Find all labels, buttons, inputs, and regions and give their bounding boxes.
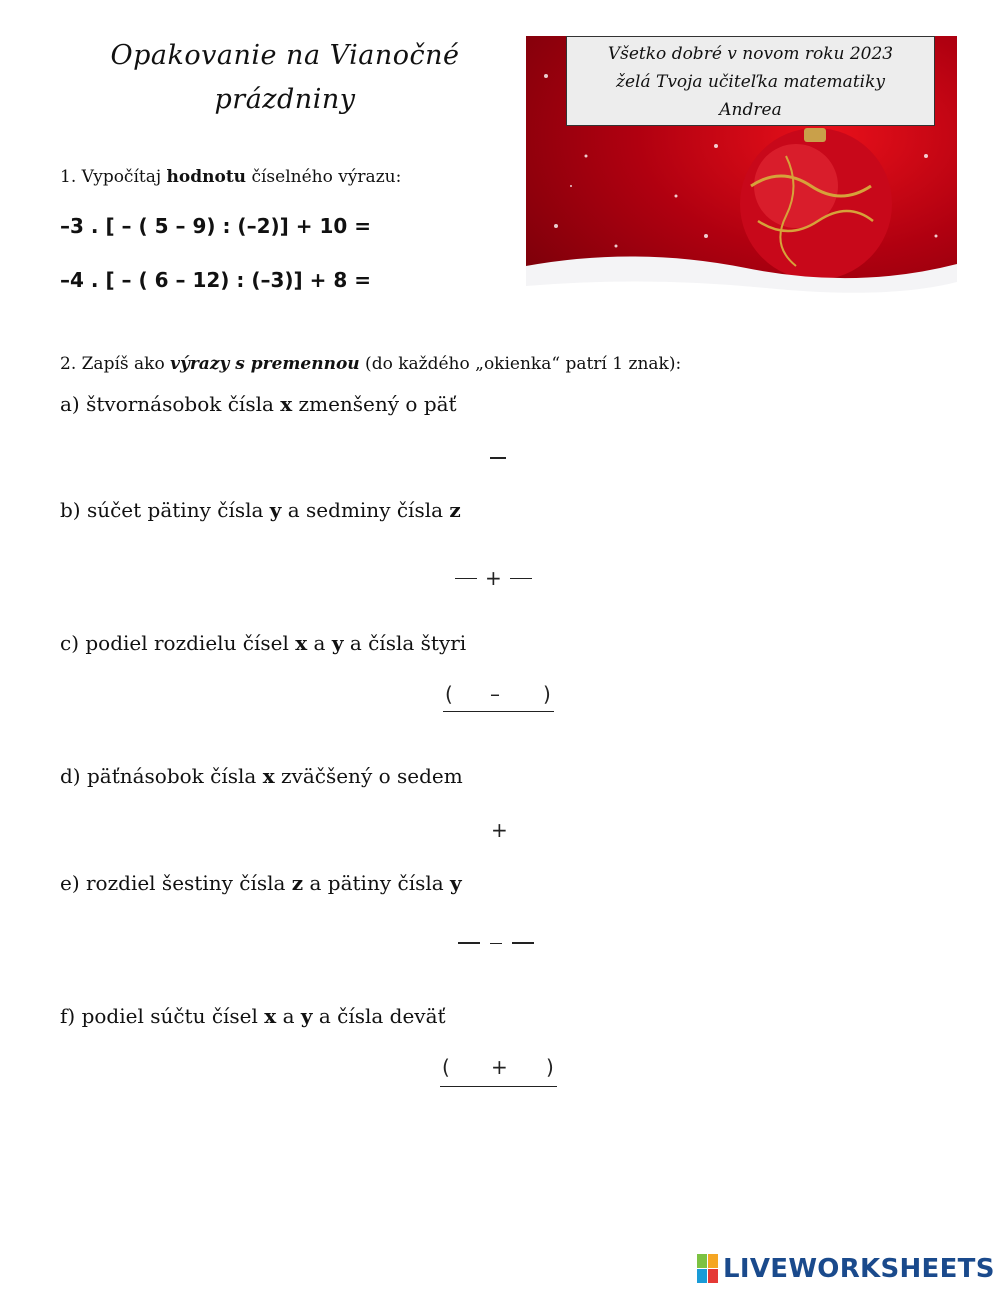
- item-b-var1: y: [269, 498, 282, 522]
- answer-a-minus: [490, 457, 506, 459]
- item-e-text-2: a pätiny čísla: [303, 871, 451, 895]
- item-a: [60, 392, 457, 416]
- answer-c-close-paren: ): [543, 682, 551, 706]
- liveworksheets-logo[interactable]: [697, 1252, 995, 1286]
- answer-f-close-paren: ): [546, 1055, 554, 1079]
- item-d-text: d) päťnásobok čísla: [60, 764, 263, 788]
- item-b-text: b) súčet pätiny čísla: [60, 498, 270, 522]
- liveworksheets-logo-text: LIVEWORKSHEETS: [723, 1254, 995, 1284]
- answer-e-minus: [490, 943, 502, 944]
- item-e: [60, 871, 462, 895]
- item-a-text: a) štvornásobok čísla: [60, 392, 281, 416]
- answer-e: [458, 942, 534, 944]
- item-d: [60, 764, 463, 788]
- item-a-text-2: zmenšený o päť: [292, 392, 457, 416]
- item-a-var1: x: [280, 392, 293, 416]
- greeting-line-3: Andrea: [719, 100, 782, 120]
- item-f-text-3: a čísla deväť: [312, 1004, 446, 1028]
- task-1-heading: [60, 167, 401, 187]
- answer-a: [490, 447, 506, 466]
- item-d-var1: x: [262, 764, 275, 788]
- answer-e-fraction-line-1: [458, 942, 480, 944]
- page-title: [60, 34, 510, 122]
- item-b-text-2: a sedminy čísla: [281, 498, 450, 522]
- answer-c-open-paren: (: [445, 682, 453, 706]
- answer-e-fraction-line-2: [512, 942, 534, 944]
- item-c: [60, 631, 466, 655]
- task-2-heading: [60, 354, 681, 374]
- task-1-bold-word: hodnotu: [166, 167, 247, 187]
- greeting-line-2: želá Tvoja učiteľka matematiky: [615, 72, 885, 92]
- item-f-text-2: a: [276, 1004, 301, 1028]
- answer-f-plus: +: [491, 1055, 508, 1079]
- item-f-var2: y: [300, 1004, 313, 1028]
- item-b-var2: z: [449, 498, 461, 522]
- title-line-1: Opakovanie na Vianočné: [110, 40, 460, 71]
- item-f-text: f) podiel súčtu čísel: [60, 1004, 265, 1028]
- answer-f-fraction-line: [440, 1086, 557, 1087]
- greeting-line-1: Všetko dobré v novom roku 2023: [607, 44, 894, 64]
- answer-b: [455, 566, 532, 590]
- item-c-var2: y: [331, 631, 344, 655]
- liveworksheets-logo-icon: [697, 1254, 719, 1284]
- task-1-suffix: číselného výrazu:: [246, 167, 402, 187]
- item-c-text: c) podiel rozdielu čísel: [60, 631, 296, 655]
- answer-c-fraction-line: [443, 711, 554, 712]
- task-2-prefix: 2. Zapíš ako: [60, 354, 171, 374]
- expression-2: –4 . [ – ( 6 – 12) : (–3)] + 8 =: [60, 268, 372, 292]
- item-c-var1: x: [295, 631, 308, 655]
- title-line-2: prázdniny: [214, 84, 356, 115]
- answer-c-minus: –: [490, 682, 500, 706]
- task-2-emphasis: výrazy s premennou: [170, 354, 360, 374]
- item-c-text-3: a čísla štyri: [343, 631, 467, 655]
- answer-d-plus: +: [491, 818, 508, 842]
- item-b: [60, 498, 461, 522]
- answer-b-fraction-line-2: [510, 578, 532, 579]
- task-2-suffix: (do každého „okienka“ patrí 1 znak):: [359, 354, 682, 374]
- expression-1: –3 . [ – ( 5 – 9) : (–2)] + 10 =: [60, 214, 372, 238]
- item-e-var2: y: [450, 871, 462, 895]
- answer-b-fraction-line-1: [455, 578, 477, 579]
- item-f: [60, 1004, 446, 1028]
- task-1-prefix: 1. Vypočítaj: [60, 167, 167, 187]
- answer-b-plus: +: [485, 566, 502, 590]
- answer-f-open-paren: (: [442, 1055, 450, 1079]
- item-e-var1: z: [291, 871, 304, 895]
- greeting-box: [566, 36, 935, 126]
- item-d-text-2: zväčšený o sedem: [274, 764, 463, 788]
- item-f-var1: x: [264, 1004, 277, 1028]
- item-e-text: e) rozdiel šestiny čísla: [60, 871, 292, 895]
- item-c-text-2: a: [307, 631, 332, 655]
